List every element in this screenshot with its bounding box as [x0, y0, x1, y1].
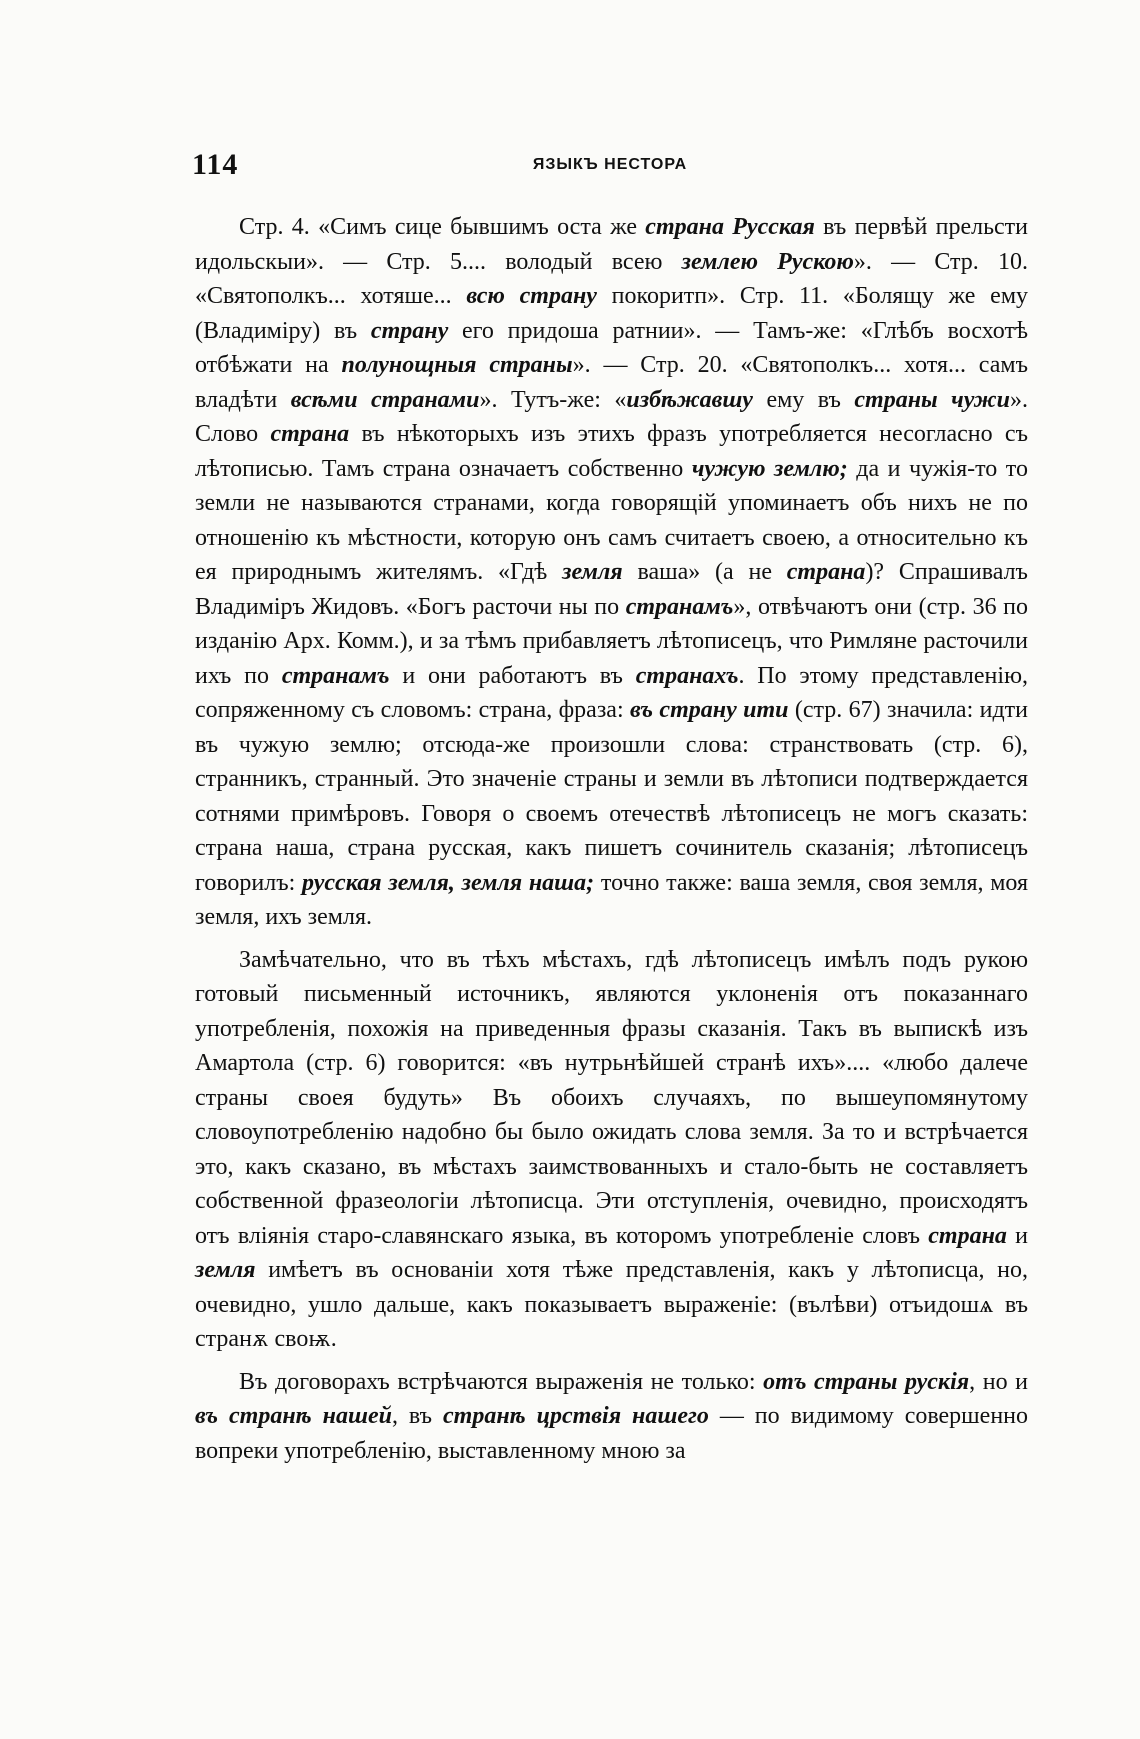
emphasis-text: странахъ: [635, 662, 739, 689]
text-run: Въ договорахъ встрѣчаются выраженія не только:: [239, 1368, 764, 1395]
paragraph: [195, 210, 1028, 935]
text-run: . По этому представленію, сопряженному съ словомъ: страна, фраза:: [195, 662, 1028, 723]
text-run: ». — Стр. 20. «Святополкъ... хотя... самъ владѣти: [195, 352, 1028, 413]
text-run: да и чужія-то то земли не называются странами, когда говорящій упоминаетъ объ нихъ не по отношенію къ мѣстности, которую онъ самъ считаетъ своею, а относительно къ ея природнымъ жителямъ. «Гдѣ: [195, 455, 1028, 585]
emphasis-text: русская земля, земля наша;: [302, 869, 595, 896]
text-run: ». — Стр. 10. «Святополкъ... хотяше...: [195, 248, 1028, 309]
page-header: [192, 148, 1028, 188]
body-text: [195, 210, 1028, 1468]
emphasis-text: избѣжавшу: [626, 386, 753, 413]
text-run: въ нѣкоторыхъ изъ этихъ фразъ употребляется несогласно съ лѣтописью. Тамъ страна означаетъ собственно: [195, 421, 1028, 482]
emphasis-text: странѣ црствія нашего: [443, 1403, 709, 1429]
running-head: ЯЗЫКЪ НЕСТОРА: [532, 156, 688, 173]
emphasis-text: въ странѣ нашей: [195, 1403, 392, 1429]
text-run: (стр. 67) значила: идти въ чужую землю; отсюда-же произошли слова: странствовать (стр. 6), странникъ, странный. Это значеніе страны и земли въ лѣтописи подтверждается сотнями примѣровъ. Говоря о своемъ отечествѣ лѣтописецъ не могъ сказать: страна наша, страна русская, какъ пишетъ сочинитель сказанія; лѣтописецъ говорилъ:: [195, 697, 1028, 896]
emphasis-text: въ страну ити: [630, 697, 789, 723]
emphasis-text: полунощныя страны: [341, 352, 573, 378]
text-run: имѣетъ въ основаніи хотя тѣже представленія, какъ у лѣтописца, но, очевидно, ушло дальше, какъ показываетъ выраженіе: (вълѣви) отъидошѧ въ странѫ своѭ.: [195, 1257, 1028, 1352]
text-run: въ первѣй прельсти идольскыи». — Стр. 5.... володый всею: [195, 214, 1028, 275]
text-run: ему въ: [752, 386, 855, 413]
text-run: ». Тутъ-же: «: [479, 386, 627, 413]
emphasis-text: страна: [928, 1222, 1007, 1249]
emphasis-text: всѣми странами: [290, 386, 480, 413]
emphasis-text: земля: [195, 1257, 256, 1283]
text-run: , въ: [391, 1403, 444, 1429]
text-run: Замѣчательно, что въ тѣхъ мѣстахъ, гдѣ лѣтописецъ имѣлъ подъ рукою готовый письменный источникъ, являются уклоненія отъ показаннаго употребленія, похожія на приведенныя фразы сказанія. Такъ въ выпискѣ изъ Амартола (стр. 6) говорится: «въ нутрьнѣйшей странѣ ихъ».... «любо далече страны своея будуть» Въ обоихъ случаяхъ, по вышеупомянутому словоупотребленію надобно бы было ожидать слова земля. За то и встрѣчается это, какъ сказано, въ мѣстахъ заимствованныхъ и стало-быть не составляетъ собственной фразеологіи лѣтописца. Эти отступленія, очевидно, происходятъ отъ вліянія старо-славянскаго языка, въ которомъ употребленіе словъ: [195, 946, 1028, 1249]
emphasis-text: землею Рускою: [681, 248, 854, 275]
emphasis-text: страна: [270, 421, 350, 447]
page-number: 114: [192, 148, 239, 181]
emphasis-text: страна Русская: [645, 214, 815, 240]
text-run: ваша» (а не: [622, 559, 787, 585]
text-run: точно также: ваша земля, своя земля, моя земля, ихъ земля.: [195, 869, 1029, 930]
emphasis-text: страны чужи: [854, 386, 1010, 413]
emphasis-text: земля: [562, 559, 623, 585]
emphasis-text: всю страну: [466, 283, 597, 309]
emphasis-text: страну: [370, 317, 449, 344]
text-run: , но и: [969, 1368, 1029, 1395]
text-run: — по видимому совершенно вопреки употребленію, выставленному мною за: [195, 1403, 1029, 1464]
emphasis-text: странамъ: [625, 593, 734, 620]
text-run: покоритп». Стр. 11. «Болящу же ему (Владиміру) въ: [195, 283, 1029, 344]
paragraph: [195, 943, 1028, 1357]
paragraph: [195, 1365, 1028, 1469]
emphasis-text: странамъ: [281, 662, 390, 689]
text-run: и они работаютъ въ: [389, 662, 636, 689]
text-run: », отвѣчаютъ они (стр. 36 по изданію Арх. Комм.), и за тѣмъ прибавляетъ лѣтописецъ, что Римляне расточили ихъ по: [195, 593, 1028, 689]
emphasis-text: чужую землю;: [691, 455, 848, 482]
text-run: Стр. 4. «Симъ сице бывшимъ оста же: [239, 214, 646, 240]
emphasis-text: страна: [786, 559, 866, 585]
text-run: )? Спрашивалъ Владиміръ Жидовъ. «Богъ расточи ны по: [195, 559, 1028, 620]
text-run: ». Слово: [195, 386, 1028, 447]
text-run: его придоша ратнии». — Тамъ-же: «Глѣбъ восхотѣ отбѣжати на: [195, 317, 1029, 378]
emphasis-text: отъ страны рускія: [763, 1368, 970, 1395]
text-run: и: [1006, 1222, 1028, 1249]
